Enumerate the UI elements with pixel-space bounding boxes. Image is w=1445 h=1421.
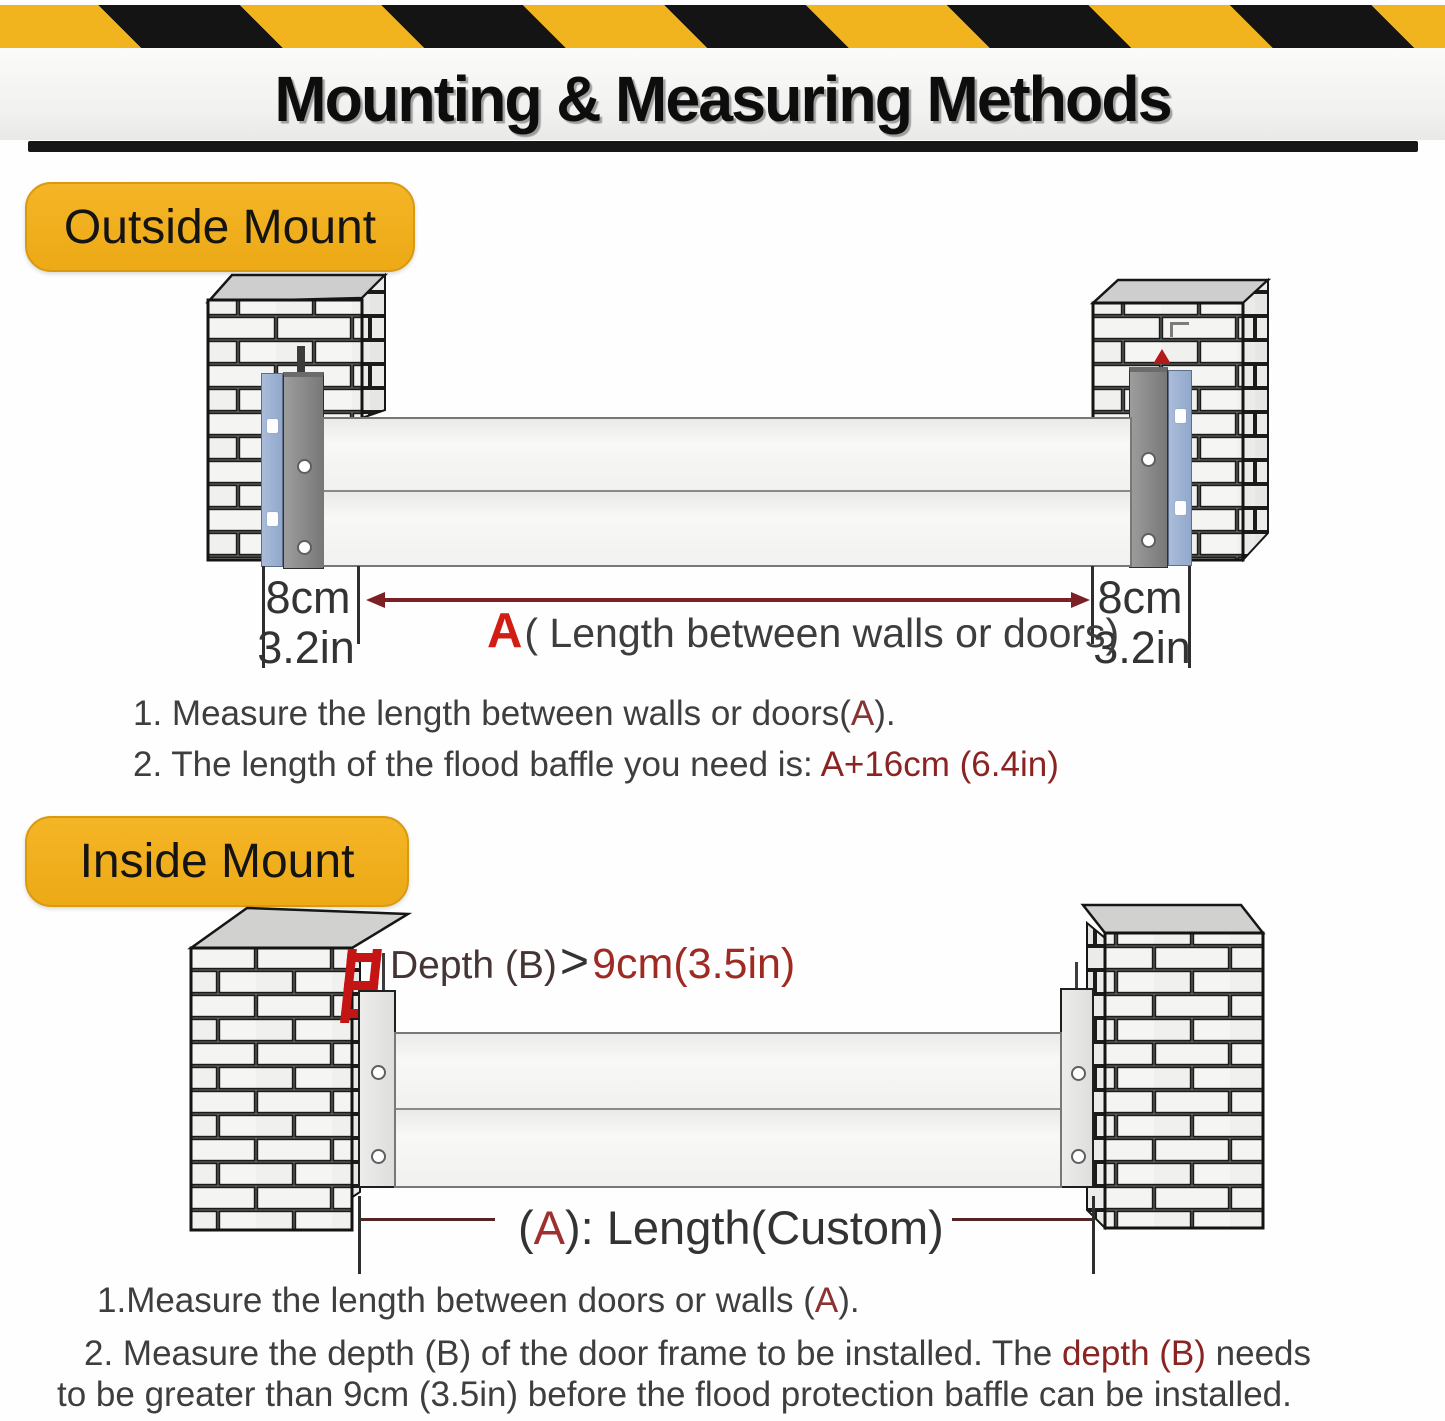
inside-instruction-2-line1 bbox=[84, 1334, 1311, 1374]
instruction-text: ). bbox=[838, 1281, 860, 1320]
gasket-slot bbox=[267, 512, 278, 526]
title-underline-bar bbox=[28, 141, 1418, 152]
instruction-text: 2. The length of the flood baffle you need is: bbox=[133, 745, 821, 784]
length-label-text: ): Length(Custom) bbox=[565, 1201, 944, 1254]
instruction-accent: A bbox=[814, 1281, 839, 1320]
brick-bracket-mark bbox=[1170, 322, 1189, 337]
inside-flood-barrier-panel bbox=[394, 1032, 1062, 1188]
outside-instruction-1 bbox=[133, 694, 896, 734]
right-offset-in: 3.2in bbox=[1093, 622, 1191, 673]
outside-instruction-2 bbox=[133, 745, 1059, 785]
screw bbox=[1141, 452, 1156, 467]
dimension-tick bbox=[1092, 1196, 1095, 1274]
barrier-plank-top bbox=[396, 1034, 1060, 1110]
length-label-a: A bbox=[533, 1201, 566, 1254]
inside-mount-label bbox=[25, 816, 409, 907]
ladder-rung bbox=[347, 953, 382, 962]
inside-right-brick-pillar bbox=[1078, 898, 1278, 1238]
instruction-accent: A+16cm (6.4in) bbox=[820, 745, 1059, 784]
screw bbox=[1141, 533, 1156, 548]
length-between-walls-label bbox=[487, 603, 1119, 659]
instruction-text: needs bbox=[1205, 1334, 1312, 1373]
left-offset-cm: 8cm bbox=[265, 572, 351, 623]
gasket-slot bbox=[267, 419, 278, 433]
ladder-rung bbox=[344, 981, 379, 990]
page-title: Mounting & Measuring Methods bbox=[274, 63, 1171, 135]
dimension-line-left bbox=[361, 1218, 495, 1221]
barrier-plank-bottom bbox=[324, 492, 1130, 565]
instruction-accent: A bbox=[850, 694, 875, 733]
screw bbox=[297, 540, 312, 555]
gasket-slot bbox=[1175, 501, 1186, 515]
dimension-line-right bbox=[952, 1218, 1092, 1221]
instruction-text: 1. Measure the length between walls or doors( bbox=[133, 694, 851, 733]
length-label-paren: ( bbox=[518, 1201, 534, 1254]
instruction-text: 1.Measure the length between doors or walls ( bbox=[97, 1281, 815, 1320]
screw bbox=[371, 1149, 386, 1164]
inside-instruction-1 bbox=[97, 1281, 860, 1321]
inside-right-channel-pin bbox=[1075, 962, 1078, 990]
inside-left-mounting-channel bbox=[358, 990, 396, 1188]
screw bbox=[1071, 1066, 1086, 1081]
outside-right-gasket-strip bbox=[1168, 370, 1192, 566]
red-up-arrow-icon bbox=[1153, 349, 1171, 364]
outside-right-mounting-channel bbox=[1129, 367, 1168, 568]
gasket-slot bbox=[1175, 409, 1186, 423]
length-label-a: A bbox=[487, 604, 523, 658]
depth-label-text: Depth (B) bbox=[390, 944, 557, 987]
dimension-tick bbox=[357, 566, 360, 644]
outside-left-gasket-strip bbox=[261, 373, 283, 567]
inside-right-mounting-channel bbox=[1060, 988, 1094, 1188]
custom-length-label bbox=[518, 1200, 944, 1255]
outside-flood-barrier-panel bbox=[322, 417, 1132, 567]
instruction-text: ). bbox=[874, 694, 896, 733]
length-label-text: ( Length between walls or doors) bbox=[524, 610, 1120, 656]
left-offset-in: 3.2in bbox=[257, 622, 355, 673]
inside-instruction-2-line2 bbox=[57, 1375, 1292, 1415]
outside-mount-label bbox=[25, 182, 415, 272]
dimension-tick bbox=[358, 1196, 361, 1274]
inside-mount-label-text: Inside Mount bbox=[79, 835, 355, 888]
dimension-arrow-line bbox=[383, 598, 1073, 602]
screw bbox=[371, 1065, 386, 1080]
hazard-tape-banner bbox=[0, 5, 1445, 48]
barrier-plank-bottom bbox=[396, 1110, 1060, 1186]
screw bbox=[1071, 1149, 1086, 1164]
instruction-text: 2. Measure the depth (B) of the door frame to be installed. The bbox=[84, 1334, 1062, 1373]
right-offset-cm: 8cm bbox=[1097, 572, 1183, 623]
greater-than-sign: > bbox=[559, 933, 590, 989]
screw bbox=[297, 459, 312, 474]
outside-mount-label-text: Outside Mount bbox=[63, 200, 377, 254]
barrier-plank-top bbox=[324, 419, 1130, 492]
instruction-text: to be greater than 9cm (3.5in) before the flood protection baffle can be installed. bbox=[57, 1375, 1292, 1414]
depth-requirement-label bbox=[390, 932, 795, 990]
outside-left-mounting-channel bbox=[283, 372, 324, 569]
instruction-accent: depth (B) bbox=[1061, 1334, 1206, 1373]
depth-value-text: 9cm(3.5in) bbox=[592, 940, 796, 988]
